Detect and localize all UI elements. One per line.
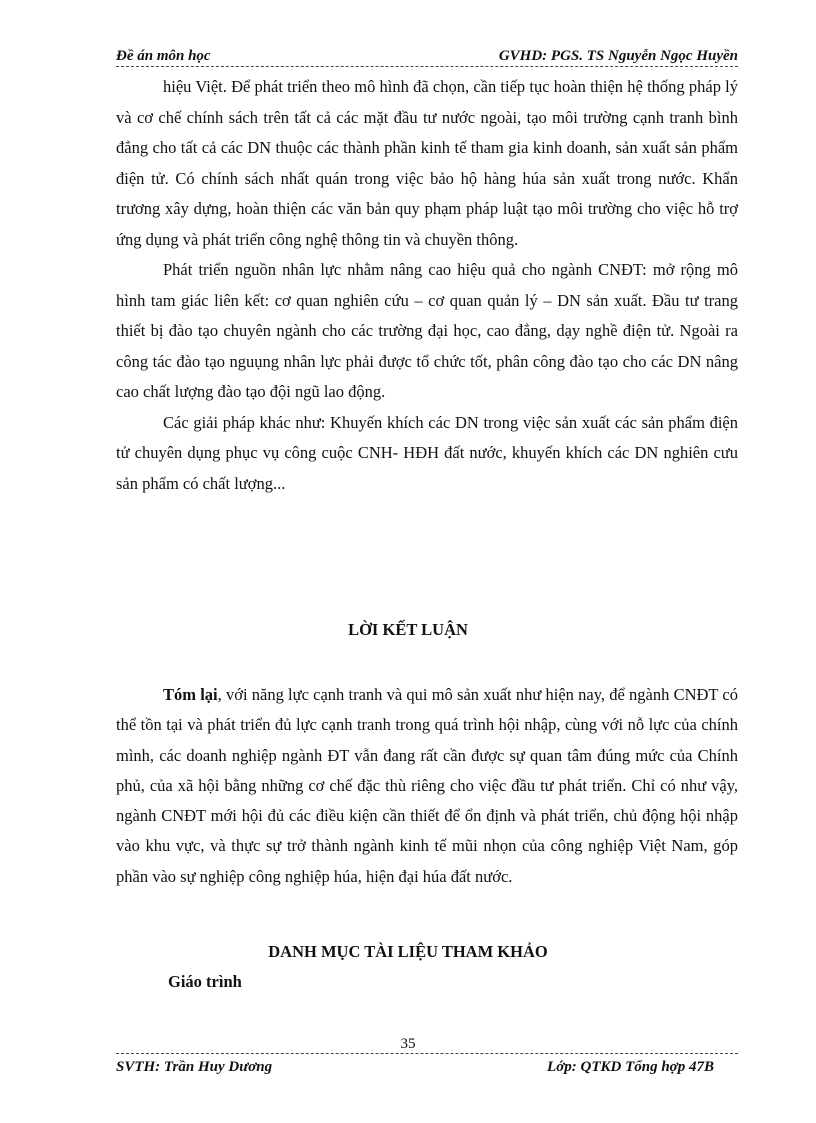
page-header [116,48,738,68]
paragraph-other-solutions: Các giải pháp khác như: Khuyến khích các DN trong việc sản xuất các sản phẩm điện tử chuyên dụng phục vụ công cuộc CNH- HĐH đất nước, khuyến khích các DN nghiên cưu sản phẩm có chất lượng... [116,412,738,493]
references-title: DANH MỤC TÀI LIỆU THAM KHẢO [268,942,548,961]
footer-divider [116,1053,738,1054]
header-course: Đề án môn học [116,48,211,64]
references-subhead: Giáo trình [168,972,242,991]
conclusion-title: LỜI KẾT LUẬN [348,620,468,639]
header-advisor: GVHD: PGS. TS Nguyễn Ngọc Huyền [498,48,738,64]
footer-student: SVTH: Trần Huy Dương [116,1059,273,1075]
conclusion-paragraph [116,680,738,892]
body-text [116,72,738,499]
footer-class: Lớp: QTKD Tổng hợp 47B [547,1059,714,1075]
conclusion-text: , với năng lực cạnh tranh và qui mô sản xuất như hiện nay, để ngành CNĐT có thể tồn tại và phát triển đủ lực cạnh tranh trong quá trình hội nhập, cùng với nỗ lực của chính mình, các doanh nghiệp ngành ĐT vẫn đang rất cần được sự quan tâm đúng mức của Chính phủ, của xã hội bằng những cơ chế đặc thù riêng cho việc đầu tư phát triển. Chỉ có như vậy, ngành CNĐT mới hội đủ các điều kiện cần thiết để ổn định và phát triển, chủ động hội nhập vào khu vực, và thực sự trở thành ngành kinh tế mũi nhọn của công nghiệp Việt Nam, góp phần vào sự nghiệp công nghiệp húa, hiện đại húa đất nước. [116,685,738,886]
conclusion-lead: Tóm lại [163,685,218,704]
paragraph-legal-framework: hiệu Việt. Để phát triển theo mô hình đã chọn, cần tiếp tục hoàn thiện hệ thống pháp lý và cơ chế chính sách trên tất cả các mặt đầu tư nước ngoài, tạo môi trường cạnh tranh bình đẳng cho tất cả các DN thuộc các thành phần kinh tế tham gia kinh doanh, sản xuất sản phẩm điện tử. Có chính sách nhất quán trong việc bảo hộ hàng húa sản xuất trong nước. Khẩn trương xây dựng, hoàn thiện các văn bản quy phạm pháp luật tạo môi trường cho việc hỗ trợ ứng dụng và phát triển công nghệ thông tin và chuyền thông. [116,77,738,249]
conclusion-body [116,680,738,892]
page-number: 35 [400,1036,416,1052]
header-divider [116,66,738,67]
paragraph-human-resources: Phát triển nguồn nhân lực nhằm nâng cao hiệu quả cho ngành CNĐT: mở rộng mô hình tam giác liên kết: cơ quan nghiên cứu – cơ quan quản lý – DN sản xuất. Đầu tư trang thiết bị đào tạo chuyên ngành cho các trường đại học, cao đẳng, dạy nghề điện tử. Ngoài ra công tác đào tạo nguụng nhân lực phải được tổ chức tốt, phân công đào tạo cho các DN nâng cao chất lượng đào tạo đội ngũ lao động. [116,260,738,401]
page-footer [116,1059,738,1079]
